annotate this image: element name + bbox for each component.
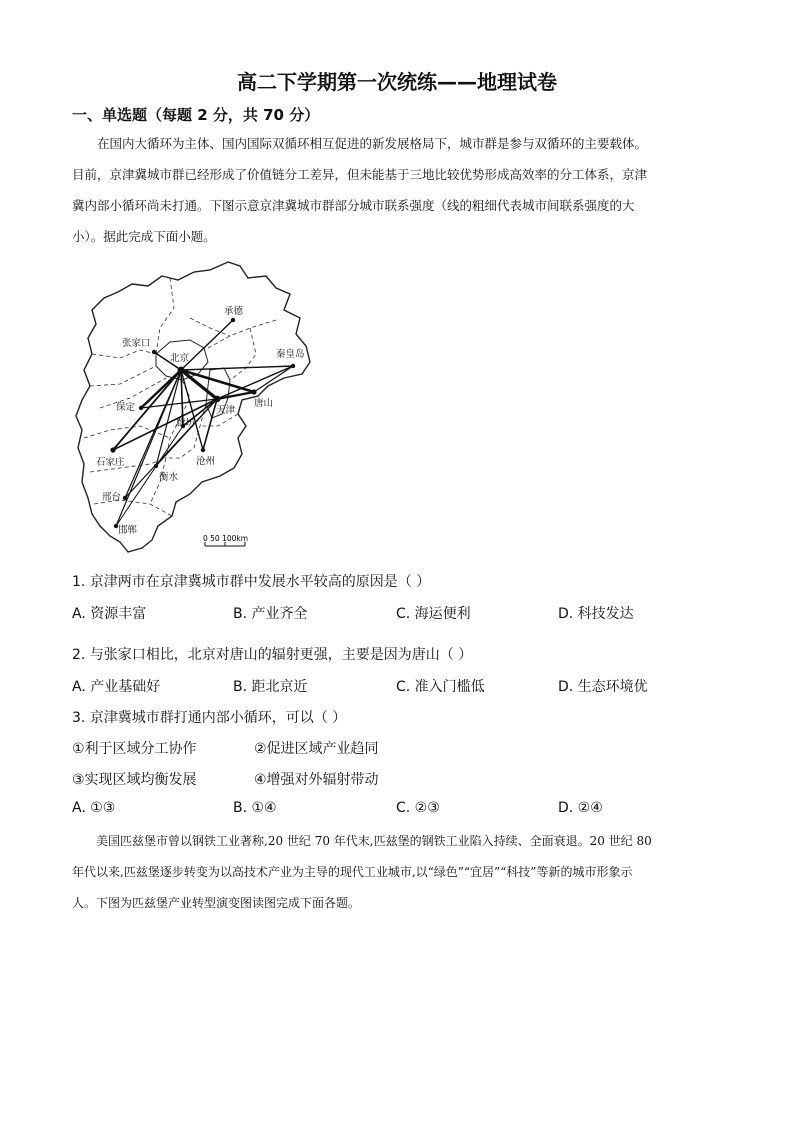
passage-pittsburgh (72, 826, 724, 919)
question-1-option-a[interactable]: A. 资源丰富 (72, 606, 147, 622)
question-3-option-c[interactable]: C. ②③ (396, 800, 440, 816)
question-2-option-d[interactable]: D. 生态环境优 (558, 679, 648, 695)
city-label-tianjin: 天津 (216, 405, 236, 416)
question-1-option-c[interactable]: C. 海运便利 (396, 606, 471, 622)
city-connection-map (70, 258, 340, 558)
city-dot-hengshui (154, 464, 158, 468)
city-dot-tianjin (214, 396, 221, 403)
question-3-option-d[interactable]: D. ②④ (558, 800, 603, 816)
region-outline (76, 262, 310, 552)
city-dot-cangzhou (201, 448, 205, 452)
city-label-xingtai: 邢台 (102, 492, 122, 503)
question-2-option-b[interactable]: B. 距北京近 (233, 679, 308, 695)
question-3-item-3: ③实现区域均衡发展 (72, 772, 197, 788)
prefecture-boundaries (84, 278, 276, 516)
city-dot-chengde (231, 318, 235, 322)
question-1-stem: 1. 京津两市在京津冀城市群中发展水平较高的原因是（ ） (72, 574, 431, 590)
scale-bar (203, 534, 248, 546)
connection-lines (113, 320, 293, 526)
city-label-qinhuangdao: 秦皇岛 (276, 349, 305, 360)
question-2-option-c[interactable]: C. 准入门槛低 (396, 679, 485, 695)
city-dot-qinhuangdao (291, 364, 295, 368)
passage-line: 冀内部小循环尚未打通。下图示意京津冀城市群部分城市联系强度（线的粗细代表城市间联系强度的大 (72, 198, 635, 213)
city-label-hengshui: 衡水 (159, 472, 179, 483)
city-dot-baoding (139, 406, 143, 410)
city-label-beijing: 北京 (170, 353, 190, 364)
city-label-langfang: 廊坊 (176, 418, 196, 429)
question-3-item-4: ④增强对外辐射带动 (254, 772, 379, 788)
passage-line: 美国匹兹堡市曾以钢铁工业著称,20 世纪 70 年代末,匹兹堡的钢铁工业陷入持续、全面衰退。20 世纪 80 (96, 834, 652, 848)
question-2-option-a[interactable]: A. 产业基础好 (72, 679, 161, 695)
section-heading: 一、单选题（每题 2 分，共 70 分） (72, 106, 320, 124)
question-3-item-2: ②促进区域产业趋同 (254, 741, 379, 757)
question-2-stem: 2. 与张家口相比，北京对唐山的辐射更强，主要是因为唐山（ ） (72, 647, 473, 663)
city-dot-tangshan (251, 389, 256, 394)
passage-line: 目前，京津冀城市群已经形成了价值链分工差异，但未能基于三地比较优势形成高效率的分工体系，京津 (72, 167, 648, 182)
passage-intro (72, 128, 724, 252)
city-label-tangshan: 唐山 (254, 398, 274, 409)
question-3-option-a[interactable]: A. ①③ (72, 800, 116, 816)
city-dot-zhangjiakou (152, 350, 156, 354)
passage-line: 人。下图为匹兹堡产业转型演变图读图完成下面各题。 (72, 896, 361, 910)
city-dot-shijiazhuang (110, 447, 115, 452)
city-label-zhangjiakou: 张家口 (122, 338, 151, 349)
city-dot-beijing (178, 367, 185, 374)
page-title: 高二下学期第一次统练——地理试卷 (237, 70, 557, 94)
passage-line: 小）。据此完成下面小题。 (72, 229, 216, 244)
city-label-handan: 邯郸 (118, 525, 138, 536)
city-label-shijiazhuang: 石家庄 (96, 457, 125, 468)
passage-line: 在国内大循环为主体、国内国际双循环相互促进的新发展格局下，城市群是参与双循环的主要载体。 (97, 136, 648, 151)
question-1-option-d[interactable]: D. 科技发达 (558, 606, 634, 622)
city-label-cangzhou: 沧州 (196, 456, 216, 467)
scale-label: 0 50 100km (203, 534, 249, 543)
city-label-chengde: 承德 (224, 306, 244, 317)
city-dot-xingtai (123, 496, 127, 500)
question-3-option-b[interactable]: B. ①④ (233, 800, 277, 816)
passage-line: 年代以来,匹兹堡逐步转变为以高技术产业为主导的现代工业城市,以“绿色”“宜居”“科技”等新的城市形象示 (72, 865, 633, 879)
question-3-item-1: ①利于区域分工协作 (72, 741, 197, 757)
city-label-baoding: 保定 (116, 402, 136, 413)
question-3-stem: 3. 京津冀城市群打通内部小循环，可以（ ） (72, 710, 347, 726)
question-1-option-b[interactable]: B. 产业齐全 (233, 606, 308, 622)
